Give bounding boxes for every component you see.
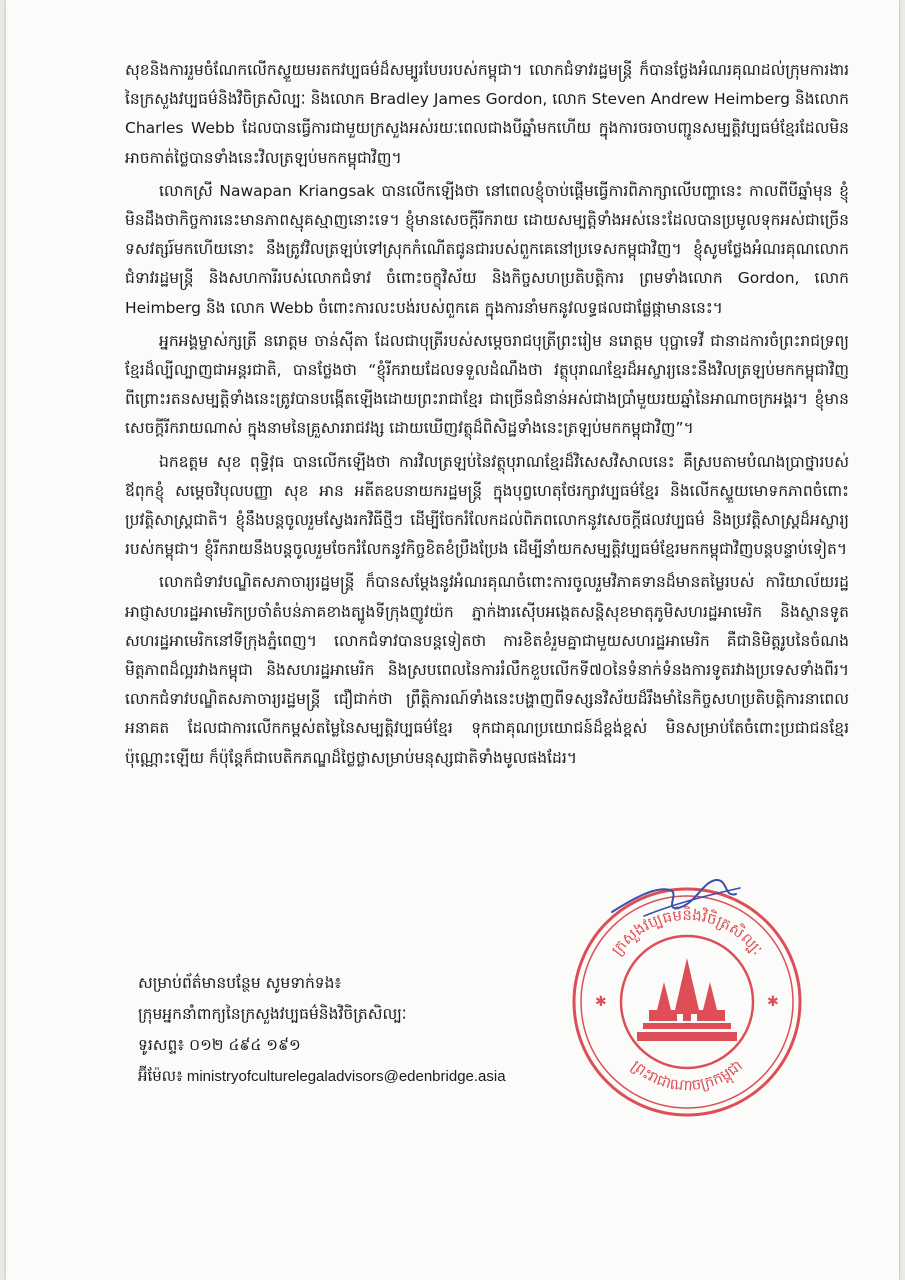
seal-bottom-text: ព្រះរាជាណាចក្រកម្ពុជា bbox=[627, 1056, 746, 1095]
contact-team: ក្រុមអ្នកនាំពាក្យនៃក្រសួងវប្បធម៌និងវិចិត្រសិល្បៈ bbox=[138, 1005, 407, 1023]
paragraph-3: អ្នកអង្គម្ចាស់ក្សត្រី នរោត្តម ចាន់ស៊ីតា ដែលជាបុត្រីរបស់សម្តេចរាជបុត្រីព្រះរៀម នរោត្តម បុប្ផាទេវី ជានាដការចំព្រះរាជទ្រព្យខ្មែរដ៏ល្បីល្បាញជាអន្តរជាតិ, បានថ្លែងថា “ខ្ញុំរីករាយដែលទទួលដំណឹងថា វត្ថុបុរាណខ្មែរដ៏អស្ចារ្យនេះនឹងវិលត្រឡប់មកកម្ពុជាវិញ ពីព្រោះរតនសម្បត្តិទាំងនេះត្រូវបានបង្កើតឡើងដោយព្រះរាជាខ្មែរ ជាច្រើនជំនាន់អស់ជាងប្រាំមួយរយឆ្នាំនៃអាណាចក្រអង្គរ។ ខ្ញុំមានសេចក្តីរីករាយណាស់ ក្នុងនាមនៃគ្រួសាររាជវង្ស ដោយឃើញវត្ថុដ៏ពិសិដ្ឋទាំងនេះត្រឡប់មកកម្ពុជាវិញ”។ bbox=[125, 331, 849, 438]
handwritten-signature bbox=[604, 868, 744, 928]
paragraph-1: សុខនិងការរួមចំណែកលើកស្ទួយមរតកវប្បធម៌ដ៏សម្បូរបែបរបស់កម្ពុជា។ លោកជំទាវរដ្ឋមន្ត្រី ក៏បានថ្លែងអំណរគុណដល់ក្រុមការងារនៃក្រសួងវប្បធម៌និងវិចិត្រសិល្បៈ និងលោក Bradley James Gordon, លោក Steven Andrew Heimberg និងលោក Charles Webb ដែលបានធ្វើការជាមួយក្រសួងអស់រយៈពេលជាងបីឆ្នាំមកហើយ ក្នុងការចរចាបញ្ជូនសម្បត្តិវប្បធម៌ខ្មែរដែលមិនអាចកាត់ថ្លៃបានទាំងនេះវិលត្រឡប់មកកម្ពុជាវិញ។ bbox=[125, 61, 849, 167]
contact-phone: ទូរសព្ទ៖ ០១២ ៤៩៤ ១៩១ bbox=[138, 1036, 301, 1054]
contact-email: អ៊ីម៉ែល៖ ministryofculturelegaladvisors@edenbridge.asia bbox=[138, 1068, 506, 1085]
contact-heading: សម្រាប់ព័ត៌មានបន្ថែម សូមទាក់ទង៖ bbox=[138, 974, 342, 992]
paragraph-2: លោកស្រី Nawapan Kriangsak បានលើកឡើងថា នៅពេលខ្ញុំចាប់ផ្តើមធ្វើការពិភាក្សាលើបញ្ហានេះ កាលពីបីឆ្នាំមុន ខ្ញុំមិនដឹងថាកិច្ចការនេះមានភាពស្មុគស្មាញនោះទេ។ ខ្ញុំមានសេចក្តីរីករាយ ដោយសម្បត្តិទាំងអស់នេះដែលបានប្រមូលទុកអស់ជាច្រើនទសវត្សរ៍មកហើយនោះ នឹងត្រូវវិលត្រឡប់ទៅស្រុកកំណើតជូនជារបស់ពួកគេនៅប្រទេសកម្ពុជាវិញ។ ខ្ញុំសូមថ្លែងអំណរគុណលោកជំទាវរដ្ឋមន្ត្រី និងសហការីរបស់លោកជំទាវ ចំពោះចក្ខុវិស័យ និងកិច្ចសហប្រតិបត្តិការ ព្រមទាំងលោក Gordon, លោក Heimberg និង លោក Webb ចំពោះការលះបង់របស់ពួកគេ ក្នុងការនាំមកនូវលទ្ធផលជាផ្លែផ្កាមាននេះ។ bbox=[125, 181, 849, 317]
paragraph-4: ឯកឧត្តម សុខ ពុទ្ធិវុធ បានលើកឡើងថា ការវិលត្រឡប់នៃវត្ថុបុរាណខ្មែរដ៏វិសេសវិសាលនេះ គឺស្របតាមបំណងប្រាថ្នារបស់ឪពុកខ្ញុំ សម្តេចវិបុលបញ្ញា សុខ អាន អតីតឧបនាយករដ្ឋមន្ត្រី ក្នុងបុព្វហេតុថែរក្សាវប្បធម៌ខ្មែរ និងលើកស្ទួយមោទកភាពចំពោះប្រវត្តិសាស្ត្រជាតិ។ ខ្ញុំនឹងបន្តចូលរួមស្វែងរកវិធីថ្មីៗ ដើម្បីចែករំលែកដល់ពិភពលោកនូវសេចក្តីផលវប្បធម៌ និងប្រវត្តិសាស្ត្រដ៏អស្ចារ្យរបស់កម្ពុជា។ ខ្ញុំរីករាយនឹងបន្តចូលរួមចែករំលែកនូវកិច្ចខិតខំប្រឹងប្រែង ដើម្បីនាំយកសម្បត្តិវប្បធម៌ខ្មែរមកកម្ពុជាវិញបន្តបន្ទាប់ទៀត។ bbox=[125, 452, 849, 559]
paragraph-5: លោកជំទាវបណ្ឌិតសភាចារ្យរដ្ឋមន្ត្រី ក៏បានសម្តែងនូវអំណរគុណចំពោះការចូលរួមវិភាគទានដ៏មានតម្លៃរបស់ ការិយាល័យរដ្ឋអាជ្ញាសហរដ្ឋអាមេរិកប្រចាំតំបន់ភាគខាងត្បូងទីក្រុងញូវយ៉ក ភ្នាក់ងារស៊ើបអង្កេតសន្តិសុខមាតុភូមិសហរដ្ឋអាមេរិក និងស្ថានទូតសហរដ្ឋអាមេរិកនៅទីក្រុងភ្នំពេញ។ លោកជំទាវបានបន្តទៀតថា ការខិតខំរួមគ្នាជាមួយសហរដ្ឋអាមេរិក គឺជានិមិត្តរូបនៃចំណងមិត្តភាពដ៏ល្អរវាងកម្ពុជា និងសហរដ្ឋអាមេរិក និងស្របពេលនៃការរំលឹកខួបលើកទី៧០នៃទំនាក់ទំនងការទូតរវាងប្រទេសទាំងពីរ។ លោកជំទាវបណ្ឌិតសភាចារ្យរដ្ឋមន្ត្រី ជឿជាក់ថា ព្រឹត្តិការណ៍ទាំងនេះបង្ហាញពីទស្សនវិស័យដ៏រឹងមាំនៃកិច្ចសហប្រតិបត្តិការនាពេលអនាគត ដែលជាការលើកកម្ពស់តម្លៃនៃសម្បត្តិវប្បធម៌ខ្មែរ ទុកជាគុណប្រយោជន៍ដ៏ខ្ពង់ខ្ពស់ មិនសម្រាប់តែចំពោះប្រជាជនខ្មែរប៉ុណ្ណោះឡើយ ក៏ប៉ុន្តែក៏ជាបេតិកភណ្ឌដ៏ថ្លៃថ្លាសម្រាប់មនុស្សជាតិទាំងមូលផងដែរ។ bbox=[125, 573, 849, 767]
seal-top-text: ក្រសួងវប្បធម៌និងវិចិត្រសិល្បៈ bbox=[607, 906, 767, 959]
seal-star-right: ✱ bbox=[767, 994, 779, 1010]
seal-star-left: ✱ bbox=[595, 994, 607, 1010]
document-body bbox=[125, 56, 849, 777]
contact-block bbox=[138, 968, 698, 1092]
document-page bbox=[6, 0, 899, 1280]
